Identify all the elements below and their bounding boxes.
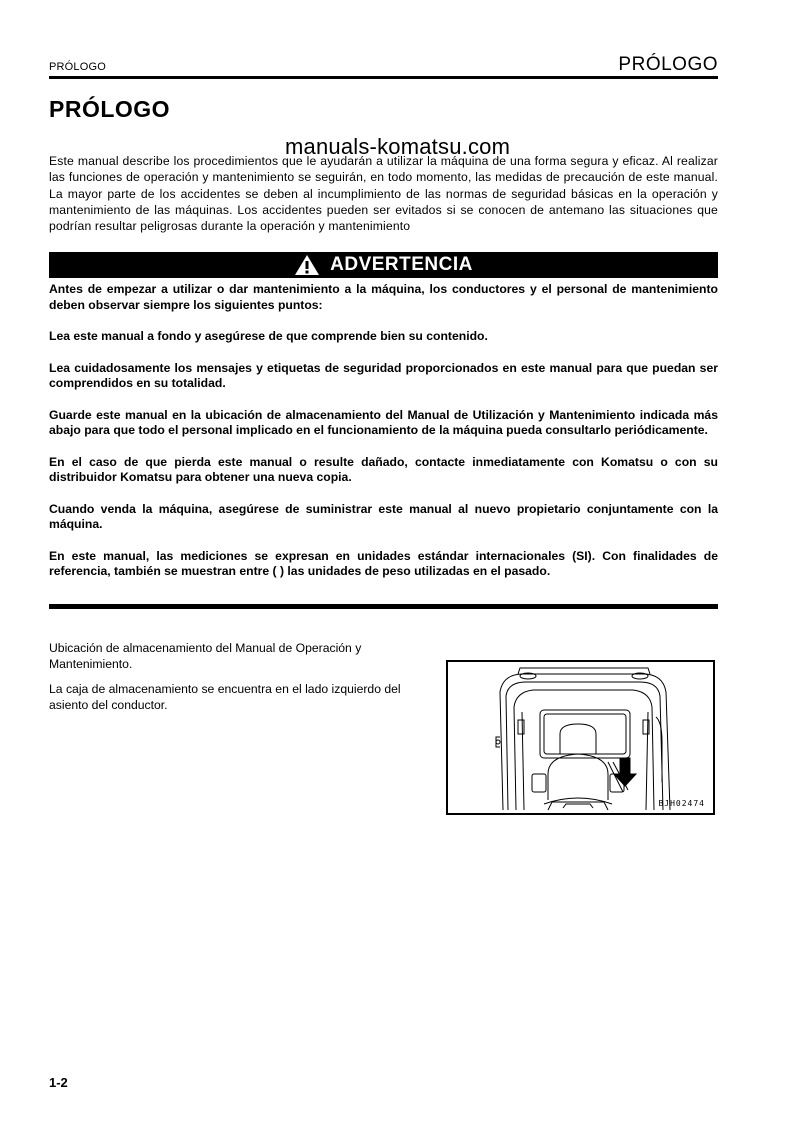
warning-body [49, 282, 718, 596]
running-header-right: PRÓLOGO [618, 54, 718, 75]
storage-text: La caja de almacenamiento se encuentra en el lado izquierdo del asiento del conductor. [49, 682, 401, 712]
warning-paragraph: En el caso de que pierda este manual o resulte dañado, contacte inmediatamente con Komatsu o con su distribuidor Komatsu para obtener una nueva copia. [49, 454, 718, 484]
page-number: 1-2 [49, 1075, 68, 1090]
page-title: PRÓLOGO [49, 96, 171, 122]
warning-title: ADVERTENCIA [330, 254, 473, 275]
operator-cab-illustration [448, 662, 713, 813]
storage-heading: Ubicación de almacenamiento del Manual de Operación y Mantenimiento. [49, 641, 362, 671]
watermark: manuals-komatsu.com [285, 134, 511, 159]
storage-location-section [49, 640, 421, 722]
cab-figure [446, 660, 715, 815]
warning-paragraph: En este manual, las mediciones se expresan en unidades estándar internacionales (SI). Con finalidades de referencia, también se muestran entre ( ) las unidades de peso utilizadas en el pasado. [49, 548, 718, 578]
warning-banner [49, 252, 718, 278]
warning-paragraph: Cuando venda la máquina, asegúrese de suministrar este manual al nuevo propietario conjuntamente con la máquina. [49, 501, 718, 531]
header-divider [49, 76, 718, 79]
warning-paragraph: Lea este manual a fondo y asegúrese de que comprende bien su contenido. [49, 329, 488, 343]
warning-paragraph: Antes de empezar a utilizar o dar mantenimiento a la máquina, los conductores y el personal de mantenimiento deben observar siempre los siguientes puntos: [49, 282, 718, 312]
intro-paragraph: Este manual describe los procedimientos que le ayudarán a utilizar la máquina de una forma segura y eficaz. Al realizar las funciones de operación y mantenimiento se seguirán, en todo momento, las medidas de precaución de este manual. La mayor parte de los accidentes se deben al incumplimiento de las normas de seguridad básicas en la operación y mantenimiento de las máquinas. Los accidentes pueden ser evitados si se conocen de antemano las situaciones que podrían resultar peligrosas durante la operación y mantenimiento [49, 154, 718, 234]
figure-label: BJH02474 [658, 799, 705, 808]
warning-paragraph: Lea cuidadosamente los mensajes y etiquetas de seguridad proporcionados en este manual para que puedan ser comprendidos en su totalidad. [49, 360, 718, 390]
running-header-left: PRÓLOGO [49, 61, 107, 73]
warning-end-divider [49, 604, 718, 609]
warning-paragraph: Guarde este manual en la ubicación de almacenamiento del Manual de Utilización y Mantenimiento indicada más abajo para que todo el personal implicado en el funcionamiento de la máquina pueda consultarlo periódicamente. [49, 407, 718, 437]
warning-triangle-icon [294, 254, 320, 276]
